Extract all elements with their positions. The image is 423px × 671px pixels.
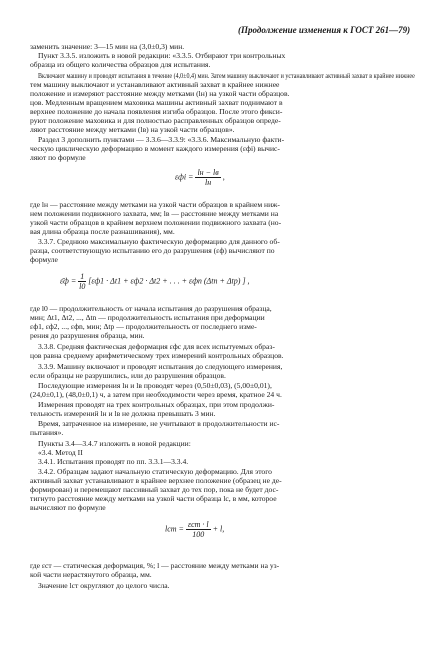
- formula-tail: ,: [222, 172, 225, 182]
- text-line: мин; Δt1, Δt2, ..., Δtn — продолжительность испытания при деформации: [30, 313, 265, 322]
- formula-denominator: l0: [79, 282, 86, 291]
- text-line: Значение lст округляют до целого числа.: [38, 581, 170, 590]
- page-header: (Продолжение изменения к ГОСТ 261—79): [238, 25, 411, 35]
- text-line: Измерения проводят на трех контрольных образцах, при этом продолжи-: [38, 400, 275, 409]
- text-line: руют положение маховика и для полностью расправленных образцов опреде-: [30, 116, 281, 125]
- text-line: «3.4. Метод II: [38, 448, 83, 457]
- text-line: 3.3.9. Машину включают и проводят испытания до следующего измерения,: [38, 362, 283, 371]
- text-line: формуле: [30, 255, 58, 264]
- text-line: ляют по формуле: [30, 153, 86, 162]
- text-line: цов. Медленным вращением маховика машины активный захват поднимают в: [30, 98, 283, 107]
- text-line: если образцы не разрушились, или до разрушения образцов.: [30, 371, 226, 380]
- formula-numerator: 1: [80, 272, 85, 281]
- text-line: вычисляют по формуле: [30, 503, 106, 512]
- text-line: где εст — статическая деформация, %; l — расстояние между метками на уз-: [30, 561, 280, 570]
- text-line: тем машину выключают и устанавливают активный захват в крайнее нижнее: [30, 80, 280, 89]
- formula-mean-deformation: [60, 272, 250, 291]
- text-line: (24,0±0,1), (48,0±0,1) ч, а затем при необходимости через время, кратное 24 ч.: [30, 390, 282, 399]
- text-line: 3.3.7. Среднюю максимальную фактическую деформацию для данного об-: [38, 237, 280, 246]
- formula-lhs: ε̄ф =: [60, 276, 77, 286]
- formula-denominator: lн: [205, 178, 212, 187]
- formula-fraction: [186, 520, 211, 539]
- text-line: тельность измерений lн и lв не должна превышать 3 мин.: [30, 409, 216, 418]
- formula-fraction: [195, 168, 220, 187]
- text-line: активный захват устанавливают в крайнее верхнее положение (образец не де-: [30, 476, 282, 485]
- text-line: 3.4.1. Испытания проводят по пп. 3.3.1—3.3.4.: [38, 457, 189, 466]
- formula-lhs: εфi =: [175, 172, 194, 182]
- text-line: 3.3.8. Средняя фактическая деформация εфс для всех испытуемых образ-: [38, 342, 275, 351]
- text-line: ляют расстояние между метками (lв) на узкой части образцов».: [30, 125, 235, 134]
- text-line: где l0 — продолжительность от начала испытания до разрушения образца,: [30, 304, 272, 313]
- text-line: εф1, εф2, ..., εфn, мин; Δtр — продолжительность от последнего изме-: [30, 322, 257, 331]
- text-line: нем положении подвижного захвата, мм; lв — расстояние между метками на: [30, 209, 279, 218]
- formula-deformation-i: [175, 168, 225, 187]
- formula-numerator: lн − lв: [197, 168, 219, 177]
- formula-denominator: 100: [192, 530, 205, 539]
- text-line: 3.4.2. Образцам задают начальную статическую деформацию. Для этого: [38, 467, 272, 476]
- text-line: Пункт 3.3.5. изложить в новой редакции: «3.3.5. Отбирают три контрольных: [38, 51, 286, 60]
- text-line: образца из общего количества образцов для испытания.: [30, 60, 211, 69]
- text-line: цов равна среднему арифметическому трех измерений контрольных образцов.: [30, 351, 284, 360]
- formula-fraction: [78, 272, 86, 291]
- formula-body: [εф1 · Δt1 + εф2 · Δt2 + . . . + εфn (Δtn + Δtр) ] ,: [88, 276, 250, 286]
- text-line: верхнее положение до начала появления изгиба образцов. После этого фикси-: [30, 107, 283, 116]
- text-line: разца, соответствующую испытанию его до разрушения (εф) вычисляют по: [30, 246, 275, 255]
- formula-numerator: εст · l: [187, 520, 209, 529]
- text-line: Пункты 3.4—3.4.7 изложить в новой редакции:: [38, 439, 191, 448]
- text-line: Раздел 3 дополнить пунктами — 3.3.6—3.3.9: «3.3.6. Максимальную факти-: [38, 135, 285, 144]
- text-line: где lн — расстояние между метками на узкой части образцов в крайнем ниж-: [30, 200, 280, 209]
- text-line: заменить значение: 3—15 мин на (3,0±0,3) мин.: [30, 42, 185, 51]
- text-line: Включают машину и проводят испытания в течение (4,0±0,4) мин. Затем машину выключают и устанавливают активный захват в крайнее нижнее: [38, 71, 415, 80]
- formula-static-length: [165, 520, 224, 539]
- text-line: пытания».: [30, 428, 64, 437]
- text-line: вая длина образца после разнашивания), мм.: [30, 227, 175, 236]
- text-line: тигнуто расстояние между метками на узкой части образца lс, в мм, которое: [30, 494, 277, 503]
- text-line: Время, затраченное на измерение, не учитывают в продолжительности ис-: [38, 419, 280, 428]
- text-line: рения до разрушения образца, мин.: [30, 331, 145, 340]
- text-line: узкой части образцов в крайнем верхнем положении подвижного захвата (но-: [30, 218, 282, 227]
- text-line: Последующие измерения lн и lв проводят через (0,50±0,03), (5,00±0,01),: [38, 381, 272, 390]
- text-line: кой части нерастянутого образца, мм.: [30, 570, 152, 579]
- text-line: положение и измеряют расстояние между метками (lн) на узкой части образцов.: [30, 89, 290, 98]
- formula-tail: + l,: [212, 524, 225, 534]
- text-line: ческую циклическую деформацию в момент каждого измерения (εфi) вычис-: [30, 144, 280, 153]
- formula-lhs: lст =: [165, 524, 184, 534]
- text-line: формирован) и перемещают пассивный захват до тех пор, пока не будет дос-: [30, 485, 279, 494]
